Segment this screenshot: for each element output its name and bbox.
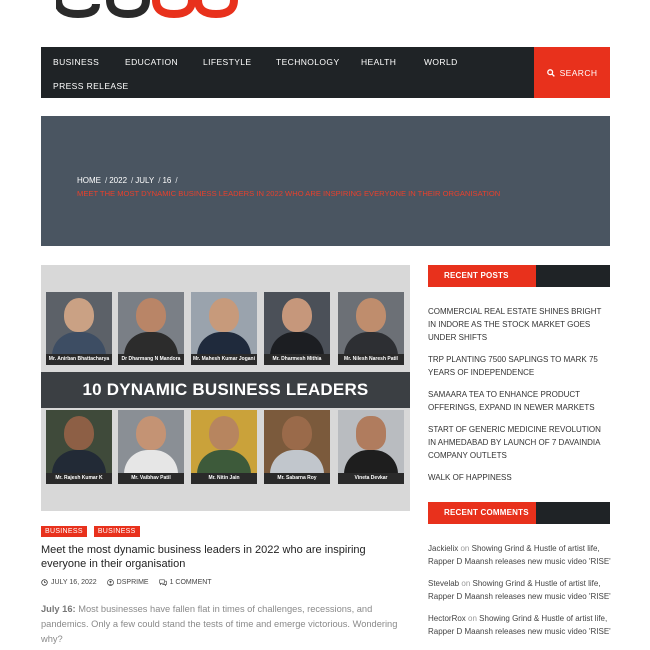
post-author[interactable] — [107, 579, 149, 586]
comment-author[interactable]: Stevelab — [428, 579, 460, 588]
recent-post-link[interactable]: WALK OF HAPPINESS — [428, 473, 512, 482]
recent-post-link[interactable]: TRP PLANTING 7500 SAPLINGS TO MARK 75 YEARS OF INDEPENDENCE — [428, 355, 598, 377]
leader-name: Mr. Mahesh Kumar Jogani — [191, 354, 257, 365]
recent-comment — [428, 577, 613, 603]
nav-item-education[interactable]: EDUCATION — [125, 57, 179, 67]
nav-item-lifestyle[interactable]: LIFESTYLE — [203, 57, 252, 67]
feature-banner-text: 10 DYNAMIC BUSINESS LEADERS — [41, 372, 410, 408]
recent-post-link[interactable]: COMMERCIAL REAL ESTATE SHINES BRIGHT IN INDORE AS THE STOCK MARKET GOES UNDER SHIFTS — [428, 307, 602, 342]
nav-item-business[interactable]: BUSINESS — [53, 57, 100, 67]
excerpt-lead: July 16: — [41, 604, 76, 614]
nav-item-press-release[interactable]: PRESS RELEASE — [53, 81, 129, 91]
page-header-banner — [41, 116, 610, 246]
leader-name: Dr Dharmang N Mandora — [118, 354, 184, 365]
breadcrumb-day[interactable]: 16 — [162, 176, 172, 185]
post-comments-count: 1 COMMENT — [169, 579, 212, 586]
comment-post-link[interactable]: Showing Grind & Hustle of artist life, Rapper D Maansh releases new music video 'RISE' — [428, 614, 611, 636]
comment-post-link[interactable]: Showing Grind & Hustle of artist life, Rapper D Maansh releases new music video 'RISE' — [428, 544, 611, 566]
leader-photo — [118, 410, 184, 484]
breadcrumb-month[interactable]: JULY — [135, 176, 155, 185]
leader-name: Mr. Sabarna Roy — [264, 473, 330, 484]
comment-on: on — [460, 544, 470, 553]
leader-photo — [338, 292, 404, 365]
search-button[interactable] — [534, 47, 610, 98]
leader-photo — [338, 410, 404, 484]
post-author-name: DSPRIME — [116, 579, 149, 586]
comment-post-link[interactable]: Showing Grind & Hustle of artist life, Rapper D Maansh releases new music video 'RISE' — [428, 579, 611, 601]
leader-name: Mr. Rajesh Kumar K — [46, 473, 112, 484]
logo-wordmark — [56, 0, 266, 18]
recent-post-link[interactable]: SAMAARA TEA TO ENHANCE PRODUCT OFFERINGS, EXPAND IN NEWER MARKETS — [428, 390, 595, 412]
breadcrumb-separator: / — [131, 176, 134, 185]
post-title[interactable]: Meet the most dynamic business leaders in 2022 who are inspiring everyone in their organisation — [41, 544, 366, 570]
leader-name: Mr. Vaibhav Patil — [118, 473, 184, 484]
leader-name: Mr. Anirban Bhattacharya — [46, 354, 112, 365]
search-icon — [547, 69, 555, 77]
nav-item-world[interactable]: WORLD — [424, 57, 458, 67]
post-comments-link[interactable] — [159, 579, 212, 586]
post-date[interactable] — [41, 579, 97, 586]
recent-posts-header — [428, 265, 610, 287]
tag-business[interactable]: BUSINESS — [41, 526, 87, 537]
leader-name: Mr. Nitin Jain — [191, 473, 257, 484]
leader-photo — [46, 410, 112, 484]
recent-comments-header — [428, 502, 610, 524]
nav-item-technology[interactable]: TECHNOLOGY — [276, 57, 340, 67]
post-excerpt — [41, 602, 411, 647]
breadcrumb-separator: / — [158, 176, 161, 185]
comment-author[interactable]: Jackielix — [428, 544, 459, 553]
search-label: SEARCH — [559, 67, 598, 78]
nav-item-health[interactable]: HEALTH — [361, 57, 397, 67]
site-logo[interactable] — [56, 0, 266, 18]
breadcrumb-current: MEET THE MOST DYNAMIC BUSINESS LEADERS IN 2022 WHO ARE INSPIRING EVERYONE IN THEIR ORGANISATION — [77, 189, 501, 198]
breadcrumb-home[interactable]: HOME — [77, 176, 101, 185]
excerpt-text: Most businesses have fallen flat in times of challenges, recessions, and pandemics. Only a few could stand the tests of time and emerge victorious. Wondering why? — [41, 604, 398, 644]
recent-posts-title: RECENT POSTS — [428, 265, 536, 287]
comments-icon — [159, 579, 167, 586]
recent-comment — [428, 612, 613, 638]
comment-author[interactable]: HectorRox — [428, 614, 466, 623]
breadcrumb-separator: / — [105, 176, 108, 185]
leader-photo — [191, 292, 257, 365]
leader-name: Vineta Devkar — [338, 473, 404, 484]
user-icon — [107, 579, 114, 586]
breadcrumb — [77, 176, 180, 185]
clock-icon — [41, 579, 48, 586]
recent-comment — [428, 542, 613, 568]
leader-name: Mr. Dharmesh Mithia — [264, 354, 330, 365]
breadcrumb-year[interactable]: 2022 — [109, 176, 128, 185]
comment-on: on — [468, 614, 477, 623]
post-meta — [41, 579, 212, 586]
tag-business[interactable]: BUSINESS — [94, 526, 140, 537]
leader-photo — [264, 410, 330, 484]
nav-links — [41, 47, 535, 98]
leader-photo — [191, 410, 257, 484]
leader-name: Mr. Nilesh Naresh Patil — [338, 354, 404, 365]
post-date-text: JULY 16, 2022 — [51, 579, 97, 586]
leader-photo — [264, 292, 330, 365]
recent-post-link[interactable]: START OF GENERIC MEDICINE REVOLUTION IN AHMEDABAD BY LAUNCH OF 7 DAVAINDIA COMPANY OUTLETS — [428, 425, 601, 460]
breadcrumb-separator: / — [175, 176, 178, 185]
comment-on: on — [461, 579, 471, 588]
featured-image[interactable] — [41, 265, 410, 511]
recent-comments-title: RECENT COMMENTS — [428, 502, 536, 524]
leader-photo — [118, 292, 184, 365]
leader-photo — [46, 292, 112, 365]
main-nav — [41, 47, 610, 98]
post-tags — [41, 526, 140, 537]
